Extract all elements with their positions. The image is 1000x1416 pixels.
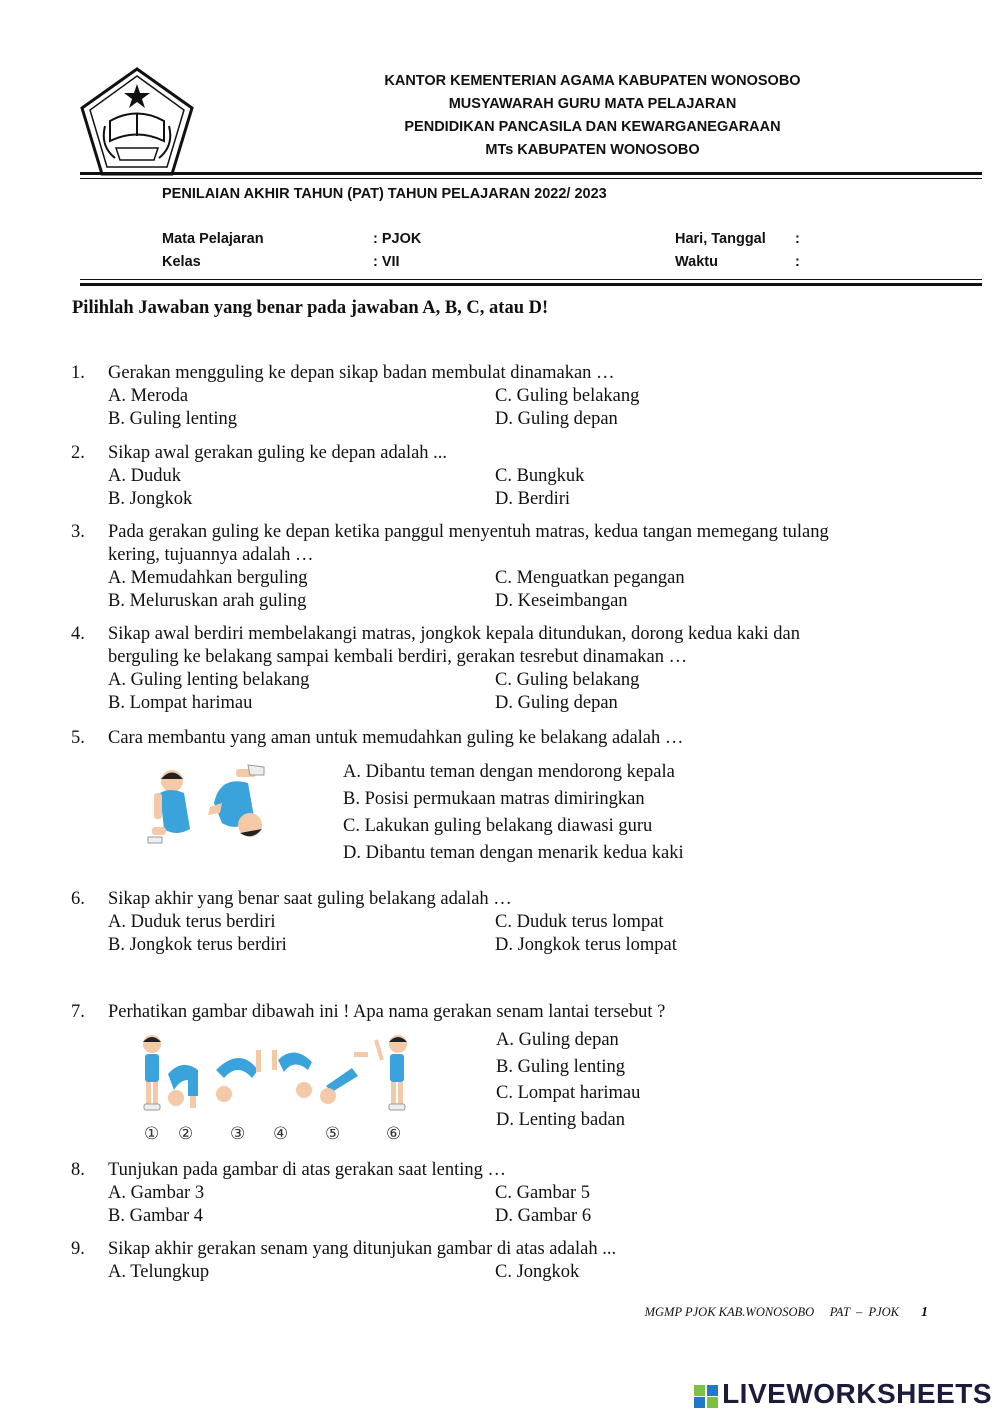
option-b[interactable]: B. Gambar 4 bbox=[108, 1206, 204, 1226]
option-a[interactable]: A. Meroda bbox=[108, 386, 189, 406]
option-d[interactable]: D. Gambar 6 bbox=[495, 1206, 592, 1226]
figure-label-1: ① bbox=[144, 1124, 160, 1143]
option-b[interactable]: B. Guling lenting bbox=[496, 1057, 625, 1077]
option-d[interactable]: D. Lenting badan bbox=[496, 1110, 625, 1130]
option-c[interactable]: C. Lompat harimau bbox=[496, 1083, 641, 1103]
question-number: 1. bbox=[71, 363, 85, 383]
kelas-value: : VII bbox=[373, 254, 400, 270]
question-text-line-2: berguling ke belakang sampai kembali berdiri, gerakan tesrebut dinamakan … bbox=[108, 647, 688, 667]
hari-tanggal-label: Hari, Tanggal bbox=[675, 231, 766, 247]
mata-pelajaran-label: Mata Pelajaran bbox=[162, 231, 264, 247]
header-line-3: PENDIDIKAN PANCASILA DAN KEWARGANEGARAAN bbox=[404, 119, 781, 135]
header-rule-thick bbox=[80, 172, 982, 175]
hari-tanggal-value: : bbox=[795, 231, 800, 247]
option-c[interactable]: C. Duduk terus lompat bbox=[495, 912, 664, 932]
question-text-line-1: Pada gerakan guling ke depan ketika panggul menyentuh matras, kedua tangan memegang tulang bbox=[108, 522, 829, 542]
option-d[interactable]: D. Berdiri bbox=[495, 489, 571, 509]
waktu-label: Waktu bbox=[675, 254, 718, 270]
page-number: 1 bbox=[921, 1305, 928, 1320]
liveworksheets-brand[interactable] bbox=[694, 1378, 992, 1410]
option-d[interactable]: D. Jongkok terus lompat bbox=[495, 935, 677, 955]
header-line-1: KANTOR KEMENTERIAN AGAMA KABUPATEN WONOSOBO bbox=[384, 73, 801, 89]
question-number: 7. bbox=[71, 1002, 85, 1022]
question-text: Perhatikan gambar dibawah ini ! Apa nama gerakan senam lantai tersebut ? bbox=[108, 1002, 666, 1022]
question-text: Tunjukan pada gambar di atas gerakan saat lenting … bbox=[108, 1160, 506, 1180]
figure-label-5: ⑤ bbox=[325, 1124, 341, 1143]
option-a[interactable]: A. Guling lenting belakang bbox=[108, 670, 310, 690]
option-a[interactable]: A. Dibantu teman dengan mendorong kepala bbox=[343, 762, 675, 782]
option-b[interactable]: B. Lompat harimau bbox=[108, 693, 253, 713]
option-b[interactable]: B. Guling lenting bbox=[108, 409, 237, 429]
question-number: 9. bbox=[71, 1239, 85, 1259]
mata-pelajaran-value: : PJOK bbox=[373, 231, 422, 247]
option-a[interactable]: A. Duduk bbox=[108, 466, 181, 486]
option-b[interactable]: B. Jongkok bbox=[108, 489, 193, 509]
option-a[interactable]: A. Guling depan bbox=[496, 1030, 619, 1050]
option-a[interactable]: A. Duduk terus berdiri bbox=[108, 912, 276, 932]
question-text: Sikap akhir yang benar saat guling belakang adalah … bbox=[108, 889, 512, 909]
question-number: 6. bbox=[71, 889, 85, 909]
instruction: Pilihlah Jawaban yang benar pada jawaban A, B, C, atau D! bbox=[72, 298, 549, 318]
waktu-value: : bbox=[795, 254, 800, 270]
option-d[interactable]: D. Dibantu teman dengan menarik kedua kaki bbox=[343, 843, 684, 863]
question-number: 4. bbox=[71, 624, 85, 644]
question-text: Gerakan mengguling ke depan sikap badan membulat dinamakan … bbox=[108, 363, 615, 383]
option-c[interactable]: C. Gambar 5 bbox=[495, 1183, 591, 1203]
option-c[interactable]: C. Jongkok bbox=[495, 1262, 580, 1282]
option-c[interactable]: C. Menguatkan pegangan bbox=[495, 568, 685, 588]
meta-rule-thin bbox=[80, 279, 982, 280]
option-a[interactable]: A. Memudahkan berguling bbox=[108, 568, 308, 588]
figure-label-4: ④ bbox=[273, 1124, 289, 1143]
option-c[interactable]: C. Bungkuk bbox=[495, 466, 585, 486]
question-text-line-1: Sikap awal berdiri membelakangi matras, jongkok kepala ditundukan, dorong kedua kaki dan bbox=[108, 624, 801, 644]
option-d[interactable]: D. Guling depan bbox=[495, 693, 618, 713]
question-number: 3. bbox=[71, 522, 85, 542]
option-c[interactable]: C. Guling belakang bbox=[495, 670, 640, 690]
header-line-2: MUSYAWARAH GURU MATA PELAJARAN bbox=[448, 96, 737, 112]
header-line-4: MTs KABUPATEN WONOSOBO bbox=[485, 142, 700, 158]
figure-label-3: ③ bbox=[230, 1124, 246, 1143]
option-a[interactable]: A. Gambar 3 bbox=[108, 1183, 205, 1203]
option-c[interactable]: C. Lakukan guling belakang diawasi guru bbox=[343, 816, 653, 836]
backward-roll-illustration bbox=[140, 763, 275, 853]
meta-rule-thick bbox=[80, 283, 982, 286]
handspring-sequence-illustration bbox=[132, 1030, 417, 1148]
option-c[interactable]: C. Guling belakang bbox=[495, 386, 640, 406]
option-a[interactable]: A. Telungkup bbox=[108, 1262, 210, 1282]
question-text-line-2: kering, tujuannya adalah … bbox=[108, 545, 314, 565]
question-number: 8. bbox=[71, 1160, 85, 1180]
question-text: Sikap akhir gerakan senam yang ditunjukan gambar di atas adalah ... bbox=[108, 1239, 617, 1259]
question-text: Cara membantu yang aman untuk memudahkan guling ke belakang adalah … bbox=[108, 728, 684, 748]
page-footer bbox=[645, 1305, 928, 1321]
kelas-label: Kelas bbox=[162, 254, 201, 270]
header-rule-thin bbox=[80, 178, 982, 179]
brand-text: LIVEWORKSHEETS bbox=[722, 1378, 992, 1409]
option-d[interactable]: D. Keseimbangan bbox=[495, 591, 628, 611]
question-number: 5. bbox=[71, 728, 85, 748]
question-number: 2. bbox=[71, 443, 85, 463]
option-b[interactable]: B. Meluruskan arah guling bbox=[108, 591, 307, 611]
liveworksheets-logo-icon bbox=[694, 1383, 720, 1409]
option-b[interactable]: B. Posisi permukaan matras dimiringkan bbox=[343, 789, 645, 809]
figure-label-6: ⑥ bbox=[386, 1124, 402, 1143]
option-b[interactable]: B. Jongkok terus berdiri bbox=[108, 935, 287, 955]
footer-text: MGMP PJOK KAB.WONOSOBO PAT – PJOK bbox=[644, 1305, 899, 1319]
question-text: Sikap awal gerakan guling ke depan adalah ... bbox=[108, 443, 448, 463]
exam-title: PENILAIAN AKHIR TAHUN (PAT) TAHUN PELAJARAN 2022/ 2023 bbox=[162, 186, 607, 202]
figure-label-2: ② bbox=[178, 1124, 194, 1143]
option-d[interactable]: D. Guling depan bbox=[495, 409, 618, 429]
